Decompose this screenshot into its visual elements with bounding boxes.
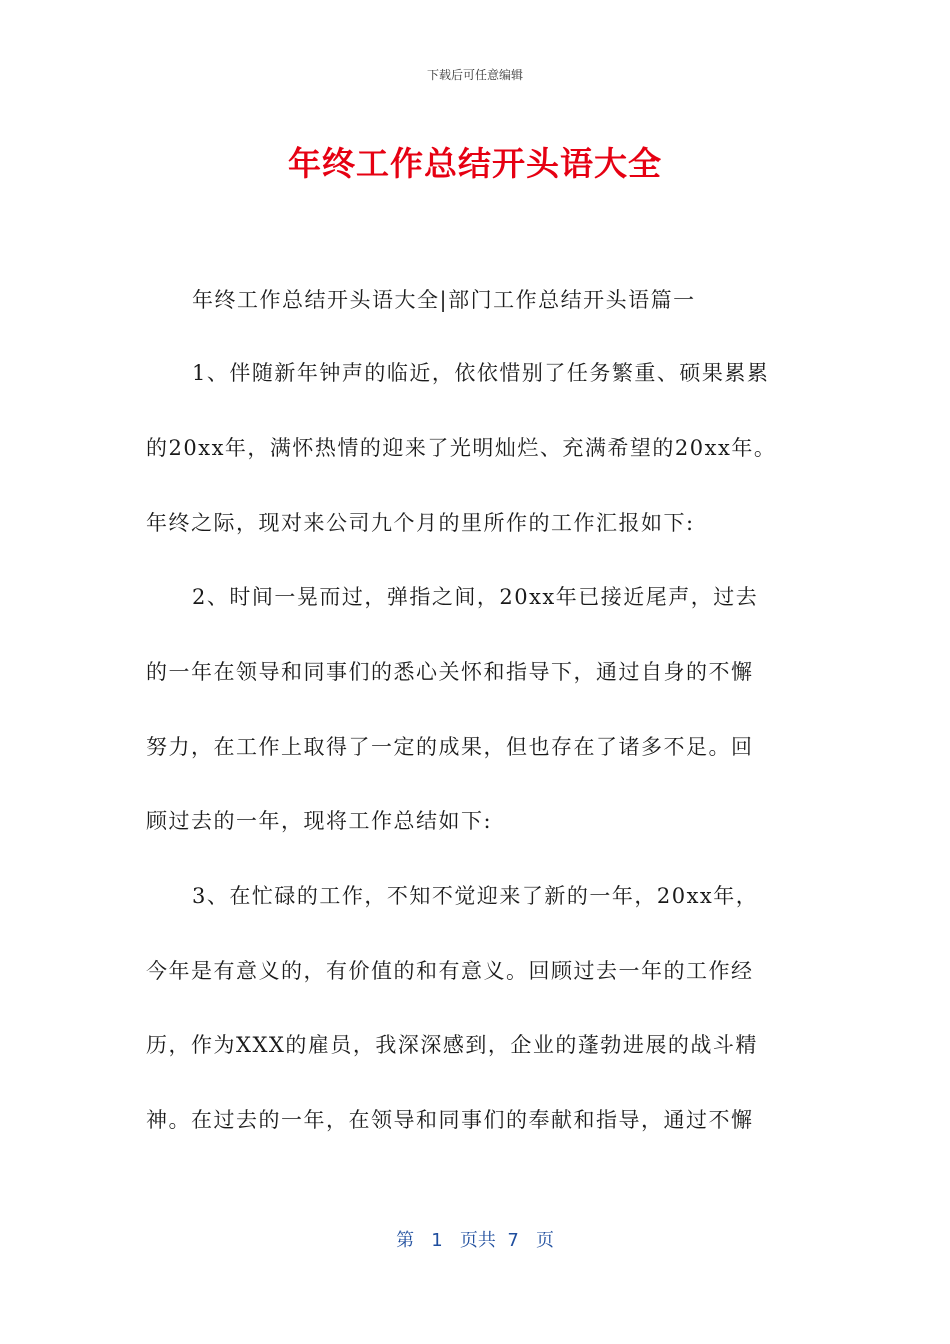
footer-suffix: 页 (535, 1230, 554, 1251)
footer-middle: 页共 (459, 1230, 496, 1251)
paragraph-line: 的20xx年，满怀热情的迎来了光明灿烂、充满希望的20xx年。 (146, 436, 777, 460)
paragraph-line: 1、伴随新年钟声的临近，依依惜别了任务繁重、硕果累累 (192, 361, 770, 385)
footer-prefix: 第 (396, 1230, 415, 1251)
document-title: 年终工作总结开头语大全 (288, 144, 662, 183)
paragraph-line: 努力，在工作上取得了一定的成果，但也存在了诸多不足。回 (146, 735, 754, 759)
paragraph-line: 历，作为XXX的雇员，我深深感到，企业的蓬勃进展的战斗精 (146, 1033, 758, 1057)
header-note: 下载后可任意编辑 (426, 68, 523, 82)
paragraph-line: 年终之际，现对来公司九个月的里所作的工作汇报如下: (146, 511, 695, 535)
paragraph-line: 2、时间一晃而过，弹指之间，20xx年已接近尾声，过去 (192, 585, 759, 609)
paragraph-line: 神。在过去的一年，在领导和同事们的奉献和指导，通过不懈 (146, 1108, 754, 1132)
paragraph-line: 的一年在领导和同事们的悉心关怀和指导下，通过自身的不懈 (146, 660, 754, 684)
footer-page-number: 1 (431, 1230, 443, 1251)
paragraph-line: 顾过去的一年，现将工作总结如下: (146, 809, 493, 833)
footer-total-pages: 7 (507, 1230, 519, 1251)
paragraph-line: 今年是有意义的，有价值的和有意义。回顾过去一年的工作经 (146, 959, 754, 983)
page-footer (0, 1226, 950, 1252)
section-heading: 年终工作总结开头语大全|部门工作总结开头语篇一 (192, 288, 696, 312)
paragraph-line: 3、在忙碌的工作，不知不觉迎来了新的一年，20xx年， (192, 884, 759, 908)
